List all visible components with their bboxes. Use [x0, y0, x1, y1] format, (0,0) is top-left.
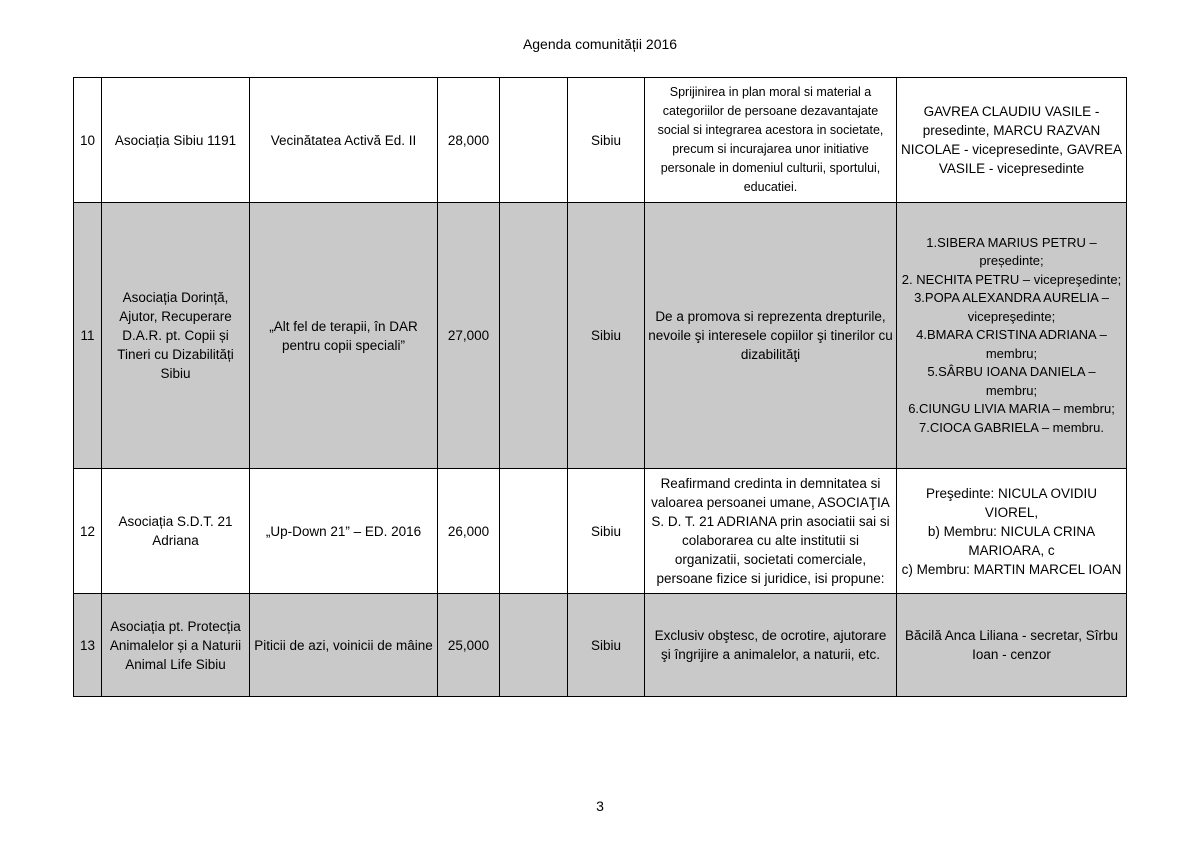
board-member: GAVREA CLAUDIU VASILE - presedinte, MARCU RAZVAN NICOLAE - vicepresedinte, GAVREA VASILE - vicepresedinte — [900, 104, 1123, 176]
board-member: Băcilă Anca Liliana - secretar, Sîrbu Ioan - cenzor — [904, 628, 1119, 662]
empty-cell — [500, 203, 568, 469]
purpose-cell — [645, 469, 897, 594]
board-member: b) Membru: NICULA CRINA MARIOARA, c — [927, 523, 1096, 558]
project-title: „Up-Down 21” – ED. 2016 — [250, 469, 438, 594]
amount-cell: 28,000 — [438, 78, 500, 203]
purpose-text: Sprijinirea in plan moral si material a categoriilor de persoane dezavantajate social si integrarea acestora in societate, precum si incurajarea unor initiative personale in domeniul culturii, sportului, educatiei. — [657, 85, 884, 194]
board-member: 5.SÂRBU IOANA DANIELA – membru; — [927, 364, 1096, 398]
board-member: 2. NECHITA PETRU – vicepreşedinte; — [901, 271, 1122, 287]
table-row — [74, 469, 1127, 594]
project-title: Vecinătatea Activă Ed. II — [250, 78, 438, 203]
board-members-cell — [897, 469, 1127, 594]
row-number: 12 — [74, 469, 102, 594]
row-number: 13 — [74, 594, 102, 697]
organization-name: Asociația Sibiu 1191 — [102, 78, 250, 203]
organization-name: Asociația S.D.T. 21 Adriana — [102, 469, 250, 594]
page-number: 3 — [596, 798, 604, 814]
board-members-cell — [897, 78, 1127, 203]
row-number: 10 — [74, 78, 102, 203]
associations-table — [73, 77, 1127, 697]
purpose-text: De a promova si reprezenta drepturile, nevoile şi interesele copiilor şi tinerilor cu dizabilităţi — [648, 309, 893, 362]
empty-cell — [500, 469, 568, 594]
board-members-cell — [897, 594, 1127, 697]
board-member: Preşedinte: NICULA OVIDIU VIOREL, — [925, 485, 1098, 520]
city-cell: Sibiu — [568, 203, 645, 469]
board-member: 3.POPA ALEXANDRA AURELIA – vicepreşedinte; — [914, 290, 1109, 324]
board-member: 6.CIUNGU LIVIA MARIA – membru; — [908, 401, 1115, 417]
empty-cell — [500, 78, 568, 203]
purpose-text: Reafirmand credinta in demnitatea si valoarea persoanei umane, ASOCIAŢIA S. D. T. 21 ADRIANA prin asociatii sai si colaborarea cu alte institutii si organizatii, societati comerciale, persoane fizice si juridice, isi propune: — [651, 476, 890, 586]
board-member: c) Membru: MARTIN MARCEL IOAN — [901, 561, 1122, 577]
city-cell: Sibiu — [568, 594, 645, 697]
board-member: 1.SIBERA MARIUS PETRU – președinte; — [926, 234, 1097, 269]
city-cell: Sibiu — [568, 469, 645, 594]
empty-cell — [500, 594, 568, 697]
amount-cell: 25,000 — [438, 594, 500, 697]
project-title: „Alt fel de terapii, în DAR pentru copii speciali” — [250, 203, 438, 469]
table-row — [74, 594, 1127, 697]
organization-name: Asociația Dorință, Ajutor, Recuperare D.A.R. pt. Copii și Tineri cu Dizabilități Sibiu — [102, 203, 250, 469]
board-member: 7.CIOCA GABRIELA – membru. — [919, 419, 1104, 435]
city-cell: Sibiu — [568, 78, 645, 203]
project-title: Piticii de azi, voinicii de mâine — [250, 594, 438, 697]
table-row — [74, 203, 1127, 469]
purpose-cell — [645, 203, 897, 469]
page-header: Agenda comunității 2016 — [522, 36, 678, 52]
amount-cell: 26,000 — [438, 469, 500, 594]
row-number: 11 — [74, 203, 102, 469]
purpose-text: Exclusiv obştesc, de ocrotire, ajutorare şi îngrijire a animalelor, a naturii, etc. — [654, 628, 887, 662]
table-row — [74, 78, 1127, 203]
board-members-cell — [897, 203, 1127, 469]
organization-name: Asociația pt. Protecția Animalelor și a Naturii Animal Life Sibiu — [102, 594, 250, 697]
purpose-cell — [645, 594, 897, 697]
board-member: 4.BMARA CRISTINA ADRIANA – membru; — [916, 327, 1107, 361]
purpose-cell — [645, 78, 897, 203]
amount-cell: 27,000 — [438, 203, 500, 469]
